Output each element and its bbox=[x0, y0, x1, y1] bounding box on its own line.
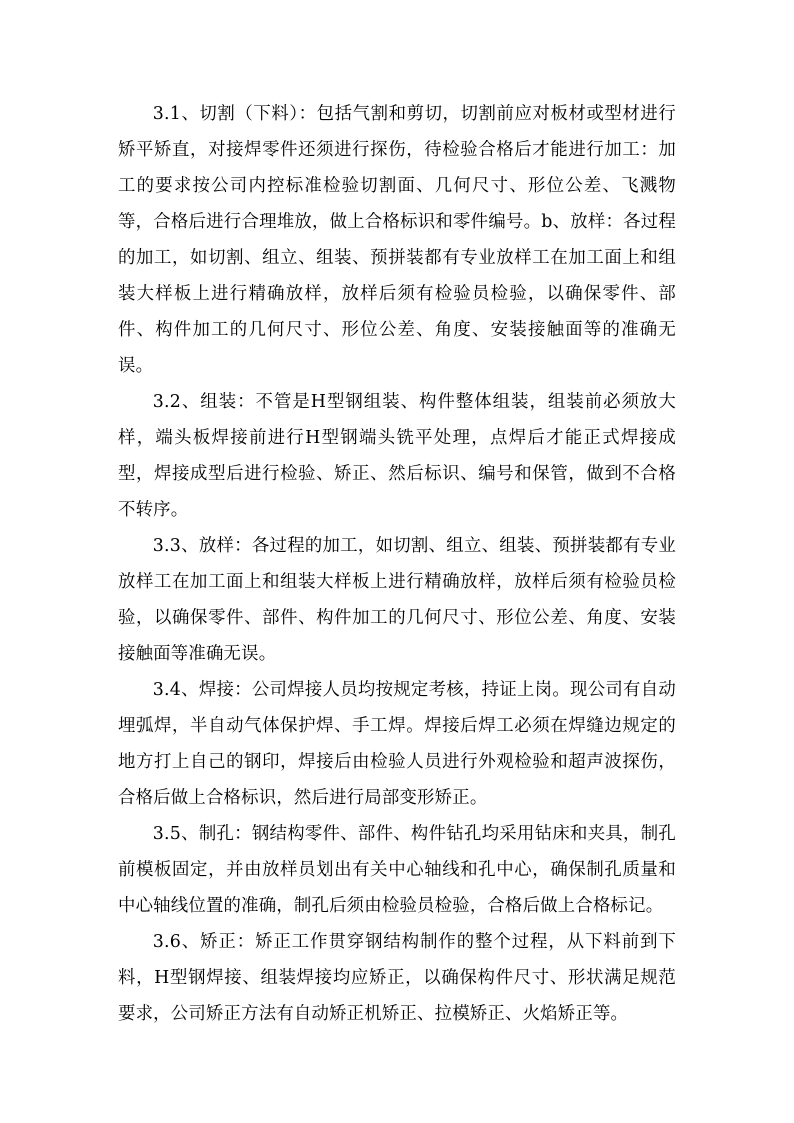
paragraph-3-3-layout: 3.3、放样：各过程的加工，如切割、组立、组装、预拼装都有专业放样工在加工面上和组装大样板上进行精确放样，放样后须有检验员检验，以确保零件、部件、构件加工的几何尺寸、形位公差、角度、安装接触面等准确无误。 bbox=[118, 536, 676, 664]
paragraph-3-6-straightening: 3.6、矫正：矫正工作贯穿钢结构制作的整个过程，从下料前到下料，H型钢焊接、组装焊接均应矫正，以确保构件尺寸、形状满足规范要求，公司矫正方法有自动矫正机矫正、拉模矫正、火焰矫正等。 bbox=[118, 932, 676, 1024]
paragraph-3-4-welding: 3.4、焊接：公司焊接人员均按规定考核，持证上岗。现公司有自动埋弧焊，半自动气体保护焊、手工焊。焊接后焊工必须在焊缝边规定的地方打上自己的钢印，焊接后由检验人员进行外观检验和超声波探伤，合格后做上合格标识，然后进行局部变形矫正。 bbox=[118, 680, 676, 808]
paragraph-3-5-drilling: 3.5、制孔：钢结构零件、部件、构件钻孔均采用钻床和夹具，制孔前模板固定，并由放样员划出有关中心轴线和孔中心，确保制孔质量和中心轴线位置的准确，制孔后须由检验员检验，合格后做上合格标记。 bbox=[118, 824, 676, 916]
paragraph-3-2-assembly: 3.2、组装：不管是H型钢组装、构件整体组装，组装前必须放大样，端头板焊接前进行H型钢端头铣平处理，点焊后才能正式焊接成型，焊接成型后进行检验、矫正、然后标识、编号和保管，做到不合格不转序。 bbox=[118, 392, 676, 520]
paragraph-3-1-cutting: 3.1、切割（下料）：包括气割和剪切，切割前应对板材或型材进行矫平矫直，对接焊零件还须进行探伤，待检验合格后才能进行加工：加工的要求按公司内控标准检验切割面、几何尺寸、形位公差、飞溅物等，合格后进行合理堆放，做上合格标识和零件编号。b、放样：各过程的加工，如切割、组立、组装、预拼装都有专业放样工在加工面上和组装大样板上进行精确放样，放样后须有检验员检验，以确保零件、部件、构件加工的几何尺寸、形位公差、角度、安装接触面等的准确无误。 bbox=[118, 104, 676, 376]
document-page bbox=[118, 96, 676, 1096]
